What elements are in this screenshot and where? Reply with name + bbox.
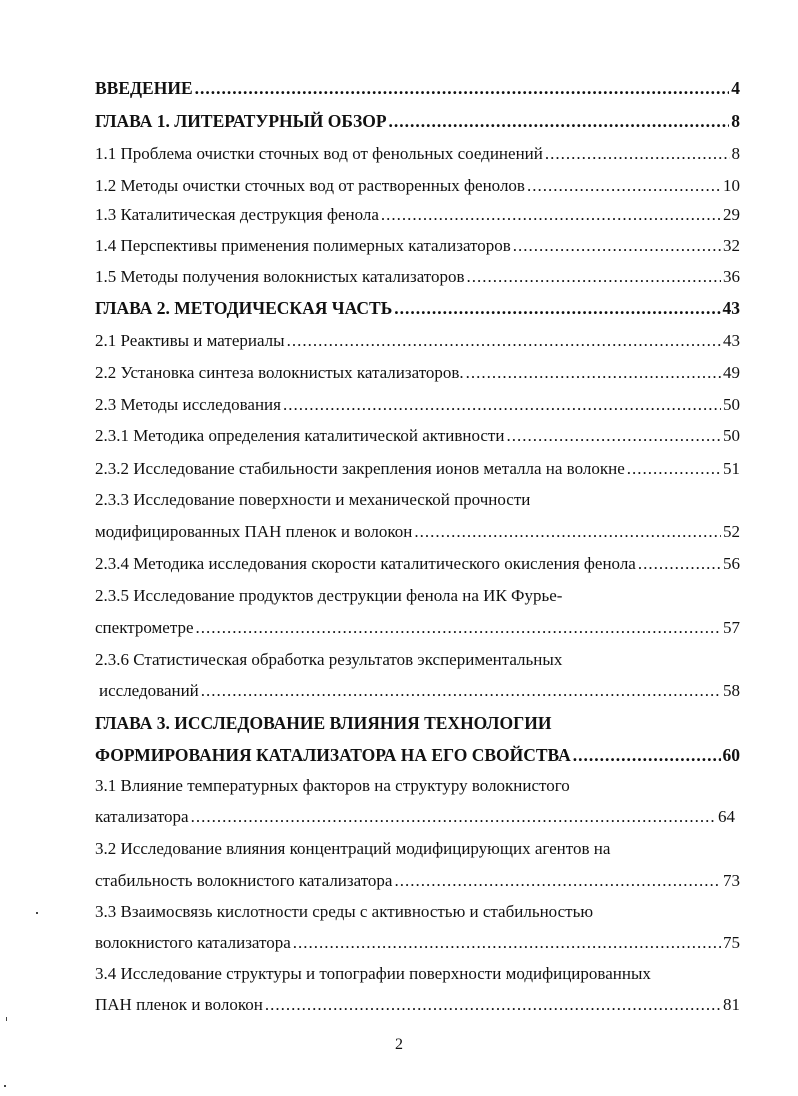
toc-entry-title: спектрометре: [95, 618, 194, 637]
toc-entry-title: 2.3.3 Исследование поверхности и механической прочности: [95, 490, 531, 509]
toc-entry-title: 2.3.5 Исследование продуктов деструкции фенола на ИК Фурье-: [95, 586, 563, 605]
toc-entry-title: 3.1 Влияние температурных факторов на структуру волокнистого: [95, 776, 570, 795]
scan-speck: [6, 1017, 7, 1021]
toc-entry-page: 58: [723, 681, 740, 700]
toc-entry-page: 75: [723, 933, 740, 952]
toc-entry-2-3-6: [99, 676, 740, 706]
toc-entry-2-3-2: [95, 454, 740, 484]
toc-entry-title: ФОРМИРОВАНИЯ КАТАЛИЗАТОРА НА ЕГО СВОЙСТВА: [95, 745, 571, 765]
toc-entry-2-1: [95, 326, 740, 356]
dot-leader: [545, 139, 730, 169]
toc-entry-3-2: [95, 866, 740, 896]
toc-entry-page: 52: [723, 522, 740, 541]
toc-entry-title: ГЛАВА 3. ИССЛЕДОВАНИЕ ВЛИЯНИЯ ТЕХНОЛОГИИ: [95, 713, 552, 733]
toc-entry-title: катализатора: [95, 807, 189, 826]
toc-entry-2-3-5-line1: [95, 581, 562, 611]
toc-entry-chapter-1: [95, 106, 740, 136]
toc-entry-3-4: [95, 990, 740, 1020]
toc-entry-page: 43: [723, 331, 740, 350]
dot-leader: [195, 73, 730, 103]
scan-speck: [4, 1085, 6, 1087]
toc-entry-3-1-line1: [95, 771, 570, 801]
dot-leader: [466, 358, 721, 388]
toc-entry-1-4: [95, 231, 740, 261]
toc-entry-title: ВВЕДЕНИЕ: [95, 78, 193, 98]
dot-leader: [293, 928, 721, 958]
toc-entry-title: 2.1 Реактивы и материалы: [95, 331, 285, 350]
dot-leader: [287, 326, 721, 356]
toc-entry-3-3-line1: [95, 897, 593, 927]
toc-entry-page: 64: [718, 807, 735, 826]
toc-entry-2-3-1: [95, 421, 740, 451]
toc-entry-2-3: [95, 390, 740, 420]
toc-entry-page: 57: [723, 618, 740, 637]
toc-entry-2-3-3: [95, 517, 740, 547]
toc-entry-page: 50: [723, 426, 740, 445]
toc-entry-title: 3.2 Исследование влияния концентраций модифицирующих агентов на: [95, 839, 611, 858]
toc-entry-page: 43: [722, 298, 740, 318]
toc-entry-2-3-4: [95, 549, 740, 579]
toc-entry-title: 2.3.6 Статистическая обработка результатов экспериментальных: [95, 650, 563, 669]
toc-entry-page: 10: [723, 176, 740, 195]
toc-entry-page: 50: [723, 395, 740, 414]
page-number: 2: [395, 1036, 403, 1053]
dot-leader: [191, 802, 716, 832]
toc-entry-title: 2.3 Методы исследования: [95, 395, 281, 414]
toc-entry-page: 36: [723, 267, 740, 286]
toc-entry-page: 60: [722, 745, 740, 765]
scan-speck: [36, 912, 38, 914]
toc-entry-2-3-5: [95, 613, 740, 643]
toc-entry-title: 1.5 Методы получения волокнистых катализаторов: [95, 267, 465, 286]
toc-entry-intro: [95, 73, 740, 103]
toc-entry-title: 2.3.2 Исследование стабильности закрепления ионов металла на волокне: [95, 459, 625, 478]
toc-entry-1-2: [95, 171, 740, 201]
toc-entry-2-3-3-line1: [95, 485, 530, 515]
toc-entry-1-5: [95, 262, 740, 292]
dot-leader: [394, 866, 721, 896]
toc-entry-page: 4: [731, 78, 740, 98]
dot-leader: [573, 740, 721, 770]
toc-entry-page: 32: [723, 236, 740, 255]
toc-entry-title: 1.4 Перспективы применения полимерных катализаторов: [95, 236, 511, 255]
toc-entry-title: 3.4 Исследование структуры и топографии поверхности модифицированных: [95, 964, 651, 983]
toc-entry-1-1: [95, 139, 740, 169]
dot-leader: [506, 421, 721, 451]
dot-leader: [467, 262, 721, 292]
toc-entry-page: 81: [723, 995, 740, 1014]
toc-entry-3-3: [95, 928, 740, 958]
toc-entry-page: 73: [723, 871, 740, 890]
toc-entry-title: ГЛАВА 1. ЛИТЕРАТУРНЫЙ ОБЗОР: [95, 111, 387, 131]
toc-entry-title: ПАН пленок и волокон: [95, 995, 263, 1014]
toc-entry-chapter-3-line1: [95, 708, 551, 738]
toc-entry-3-2-line1: [95, 834, 610, 864]
toc-entry-title: 1.1 Проблема очистки сточных вод от фенольных соединений: [95, 144, 543, 163]
dot-leader: [265, 990, 721, 1020]
toc-entry-page: 56: [723, 554, 740, 573]
toc-entry-title: 3.3 Взаимосвязь кислотности среды с активностью и стабильностью: [95, 902, 594, 921]
toc-entry-title: 2.2 Установка синтеза волокнистых катализаторов.: [95, 363, 464, 382]
toc-entry-title: 2.3.4 Методика исследования скорости каталитического окисления фенола: [95, 554, 636, 573]
dot-leader: [414, 517, 721, 547]
dot-leader: [527, 171, 721, 201]
dot-leader: [201, 676, 721, 706]
toc-entry-title: стабильность волокнистого катализатора: [95, 871, 393, 890]
toc-entry-title: модифицированных ПАН пленок и волокон: [95, 522, 413, 541]
dot-leader: [381, 200, 721, 230]
toc-entry-title: 1.3 Каталитическая деструкция фенола: [95, 205, 379, 224]
toc-entry-title: волокнистого катализатора: [95, 933, 291, 952]
toc-entry-title: 1.2 Методы очистки сточных вод от растворенных фенолов: [95, 176, 525, 195]
toc-entry-page: 8: [731, 144, 740, 163]
toc-entry-title: ГЛАВА 2. МЕТОДИЧЕСКАЯ ЧАСТЬ: [95, 298, 393, 318]
toc-entry-title: 2.3.1 Методика определения каталитической активности: [95, 426, 505, 445]
dot-leader: [196, 613, 721, 643]
toc-entry-page: 49: [723, 363, 740, 382]
toc-entry-chapter-2: [95, 293, 740, 323]
toc-entry-chapter-3: [95, 740, 740, 770]
toc-entry-page: 51: [723, 459, 740, 478]
toc-entry-3-4-line1: [95, 959, 651, 989]
dot-leader: [283, 390, 721, 420]
dot-leader: [627, 454, 721, 484]
dot-leader: [394, 293, 720, 323]
toc-entry-2-3-6-line1: [95, 645, 562, 675]
toc-entry-2-2: [95, 358, 740, 388]
toc-entry-1-3: [95, 200, 740, 230]
toc-entry-page: 8: [731, 111, 740, 131]
toc-entry-3-1: [95, 802, 735, 832]
dot-leader: [513, 231, 721, 261]
dot-leader: [389, 106, 730, 136]
dot-leader: [638, 549, 721, 579]
toc-entry-title: исследований: [99, 681, 199, 700]
toc-entry-page: 29: [723, 205, 740, 224]
